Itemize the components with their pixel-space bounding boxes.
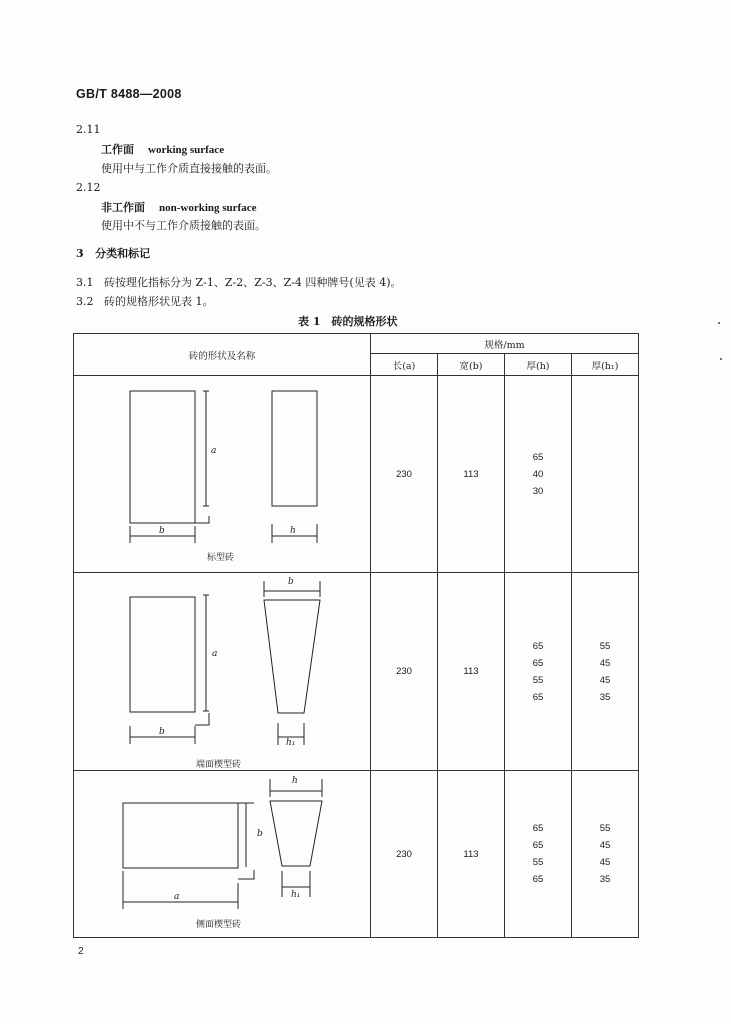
thickness-h1-values bbox=[572, 573, 639, 771]
width-value: 113 bbox=[438, 573, 505, 771]
dim-label-b: b bbox=[288, 577, 294, 587]
dim-label-a: a bbox=[174, 892, 180, 902]
thickness-value: 65 bbox=[532, 640, 544, 652]
width-value: 113 bbox=[438, 771, 505, 938]
standard-brick-figure bbox=[74, 376, 370, 572]
brick-spec-table bbox=[73, 333, 639, 938]
col-width-header: 宽(b) bbox=[438, 354, 505, 376]
shape-figure-cell bbox=[74, 573, 371, 771]
scan-speck bbox=[720, 358, 722, 360]
col-thickness-h-header: 厚(h) bbox=[505, 354, 572, 376]
length-value: 230 bbox=[371, 573, 438, 771]
page-number: 2 bbox=[78, 946, 84, 957]
thickness-h-values bbox=[505, 771, 572, 938]
term-entry bbox=[101, 141, 224, 157]
thickness-value: 35 bbox=[599, 874, 611, 885]
thickness-value: 55 bbox=[532, 857, 544, 868]
clause bbox=[76, 274, 402, 290]
dim-label-a: a bbox=[212, 649, 218, 659]
clause-text: 砖的规格形状见表 1。 bbox=[104, 295, 214, 308]
section-title: 分类和标记 bbox=[95, 247, 151, 260]
thickness-value: 55 bbox=[599, 640, 611, 652]
term-english: working surface bbox=[148, 144, 225, 156]
clause-number: 3.1 bbox=[76, 276, 94, 289]
table-row bbox=[74, 376, 639, 573]
thickness-h-values bbox=[505, 376, 572, 573]
clause-number: 2.11 bbox=[76, 123, 101, 136]
term-entry bbox=[101, 199, 256, 215]
section-number: 3 bbox=[76, 247, 84, 260]
term-chinese: 非工作面 bbox=[101, 201, 145, 214]
thickness-h-values bbox=[505, 573, 572, 771]
dim-label-b: b bbox=[159, 727, 165, 737]
term-english: non-working surface bbox=[159, 202, 257, 214]
shape-name-header: 砖的形状及名称 bbox=[74, 334, 371, 376]
clause-text: 砖按理化指标分为 Z-1、Z-2、Z-3、Z-4 四种牌号(见表 4)。 bbox=[104, 276, 402, 289]
section-heading bbox=[76, 245, 150, 261]
scan-speck bbox=[718, 322, 720, 324]
thickness-value: 45 bbox=[599, 674, 611, 686]
dim-label-h1: h₁ bbox=[291, 890, 301, 900]
clause bbox=[76, 293, 214, 309]
length-value: 230 bbox=[371, 771, 438, 938]
clause-number: 3.2 bbox=[76, 295, 94, 308]
thickness-value: 65 bbox=[532, 657, 544, 669]
thickness-value: 45 bbox=[599, 857, 611, 868]
side-wedge-brick-figure bbox=[74, 771, 370, 937]
dim-label-b: b bbox=[257, 829, 263, 839]
spec-header: 规格/mm bbox=[371, 334, 639, 354]
dim-label-b: b bbox=[159, 526, 165, 536]
side-wedge-brick-drawing bbox=[74, 771, 371, 938]
dim-label-a: a bbox=[211, 446, 217, 456]
thickness-value: 35 bbox=[599, 691, 611, 703]
end-wedge-brick-figure bbox=[74, 573, 370, 770]
shape-figure-cell bbox=[74, 771, 371, 938]
col-thickness-h1-header: 厚(h₁) bbox=[572, 354, 639, 376]
thickness-value: 40 bbox=[532, 468, 544, 480]
standard-number-header: GB/T 8488—2008 bbox=[76, 87, 182, 101]
table-caption: 表 1 砖的规格形状 bbox=[298, 315, 398, 328]
dim-label-h: h bbox=[290, 526, 296, 536]
shape-name: 侧面楔型砖 bbox=[196, 920, 242, 930]
thickness-value: 65 bbox=[532, 691, 544, 703]
length-value: 230 bbox=[371, 376, 438, 573]
term-definition: 使用中与工作介质直接接触的表面。 bbox=[101, 162, 277, 175]
clause-number: 2.12 bbox=[76, 181, 101, 194]
thickness-value: 65 bbox=[532, 840, 544, 851]
thickness-h1-values bbox=[572, 771, 639, 938]
table-row bbox=[74, 771, 639, 938]
thickness-value: 55 bbox=[532, 674, 544, 686]
thickness-value: 65 bbox=[532, 823, 544, 834]
term-definition: 使用中不与工作介质接触的表面。 bbox=[101, 219, 266, 232]
thickness-value: 65 bbox=[532, 451, 544, 463]
col-length-header: 长(a) bbox=[371, 354, 438, 376]
standard-brick-drawing bbox=[74, 376, 371, 573]
shape-figure-cell bbox=[74, 376, 371, 573]
shape-name: 标型砖 bbox=[207, 553, 235, 563]
end-wedge-brick-drawing bbox=[74, 573, 371, 771]
thickness-value: 65 bbox=[532, 874, 544, 885]
dim-label-h: h bbox=[292, 776, 298, 786]
dim-label-h1: h₁ bbox=[286, 738, 296, 748]
thickness-h1-values bbox=[572, 376, 639, 573]
shape-name: 端面楔型砖 bbox=[196, 760, 242, 770]
thickness-value: 45 bbox=[599, 657, 611, 669]
term-chinese: 工作面 bbox=[101, 143, 134, 156]
thickness-value: 30 bbox=[532, 485, 544, 497]
thickness-value: 55 bbox=[599, 823, 611, 834]
thickness-value: 45 bbox=[599, 840, 611, 851]
table-row bbox=[74, 573, 639, 771]
width-value: 113 bbox=[438, 376, 505, 573]
